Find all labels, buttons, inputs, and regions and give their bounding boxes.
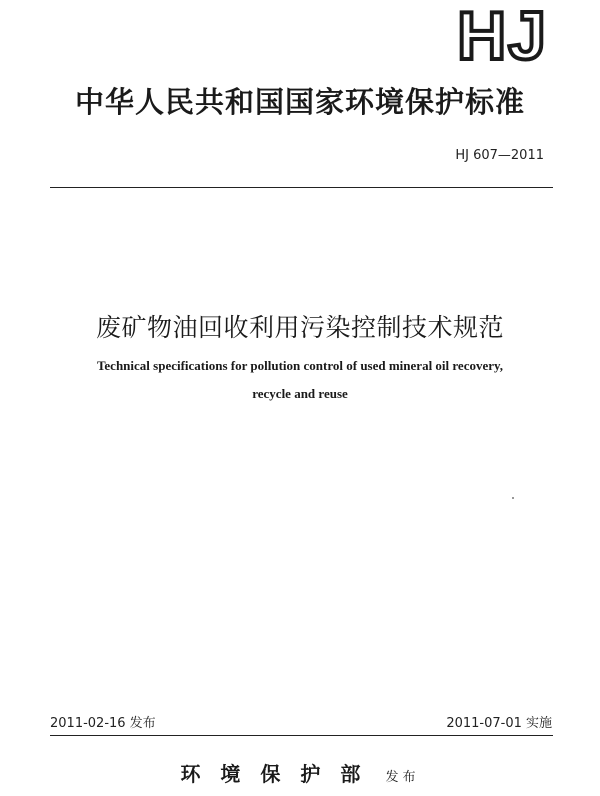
footer-divider xyxy=(50,735,553,736)
issue-date: 2011-02-16 发布 xyxy=(50,716,156,731)
implementation-date: 2011-07-01 实施 xyxy=(446,716,552,731)
document-title-chinese: 废矿物油回收利用污染控制技术规范 xyxy=(95,313,504,342)
standard-number: HJ 607—2011 xyxy=(455,148,544,163)
document-title-english-line1: Technical specifications for pollution control of used mineral oil recovery, xyxy=(96,358,504,373)
issuer-title: 中华人民共和国国家环境保护标准 xyxy=(74,85,525,119)
hj-logo: HJ xyxy=(457,0,548,74)
publisher-name: 环境保护部 xyxy=(180,762,381,786)
publisher-verb: 发布 xyxy=(385,770,420,785)
header-divider xyxy=(50,187,553,188)
scan-speck xyxy=(512,497,514,499)
publisher-line xyxy=(0,758,600,787)
document-title-english-line2: recycle and reuse xyxy=(252,386,348,401)
